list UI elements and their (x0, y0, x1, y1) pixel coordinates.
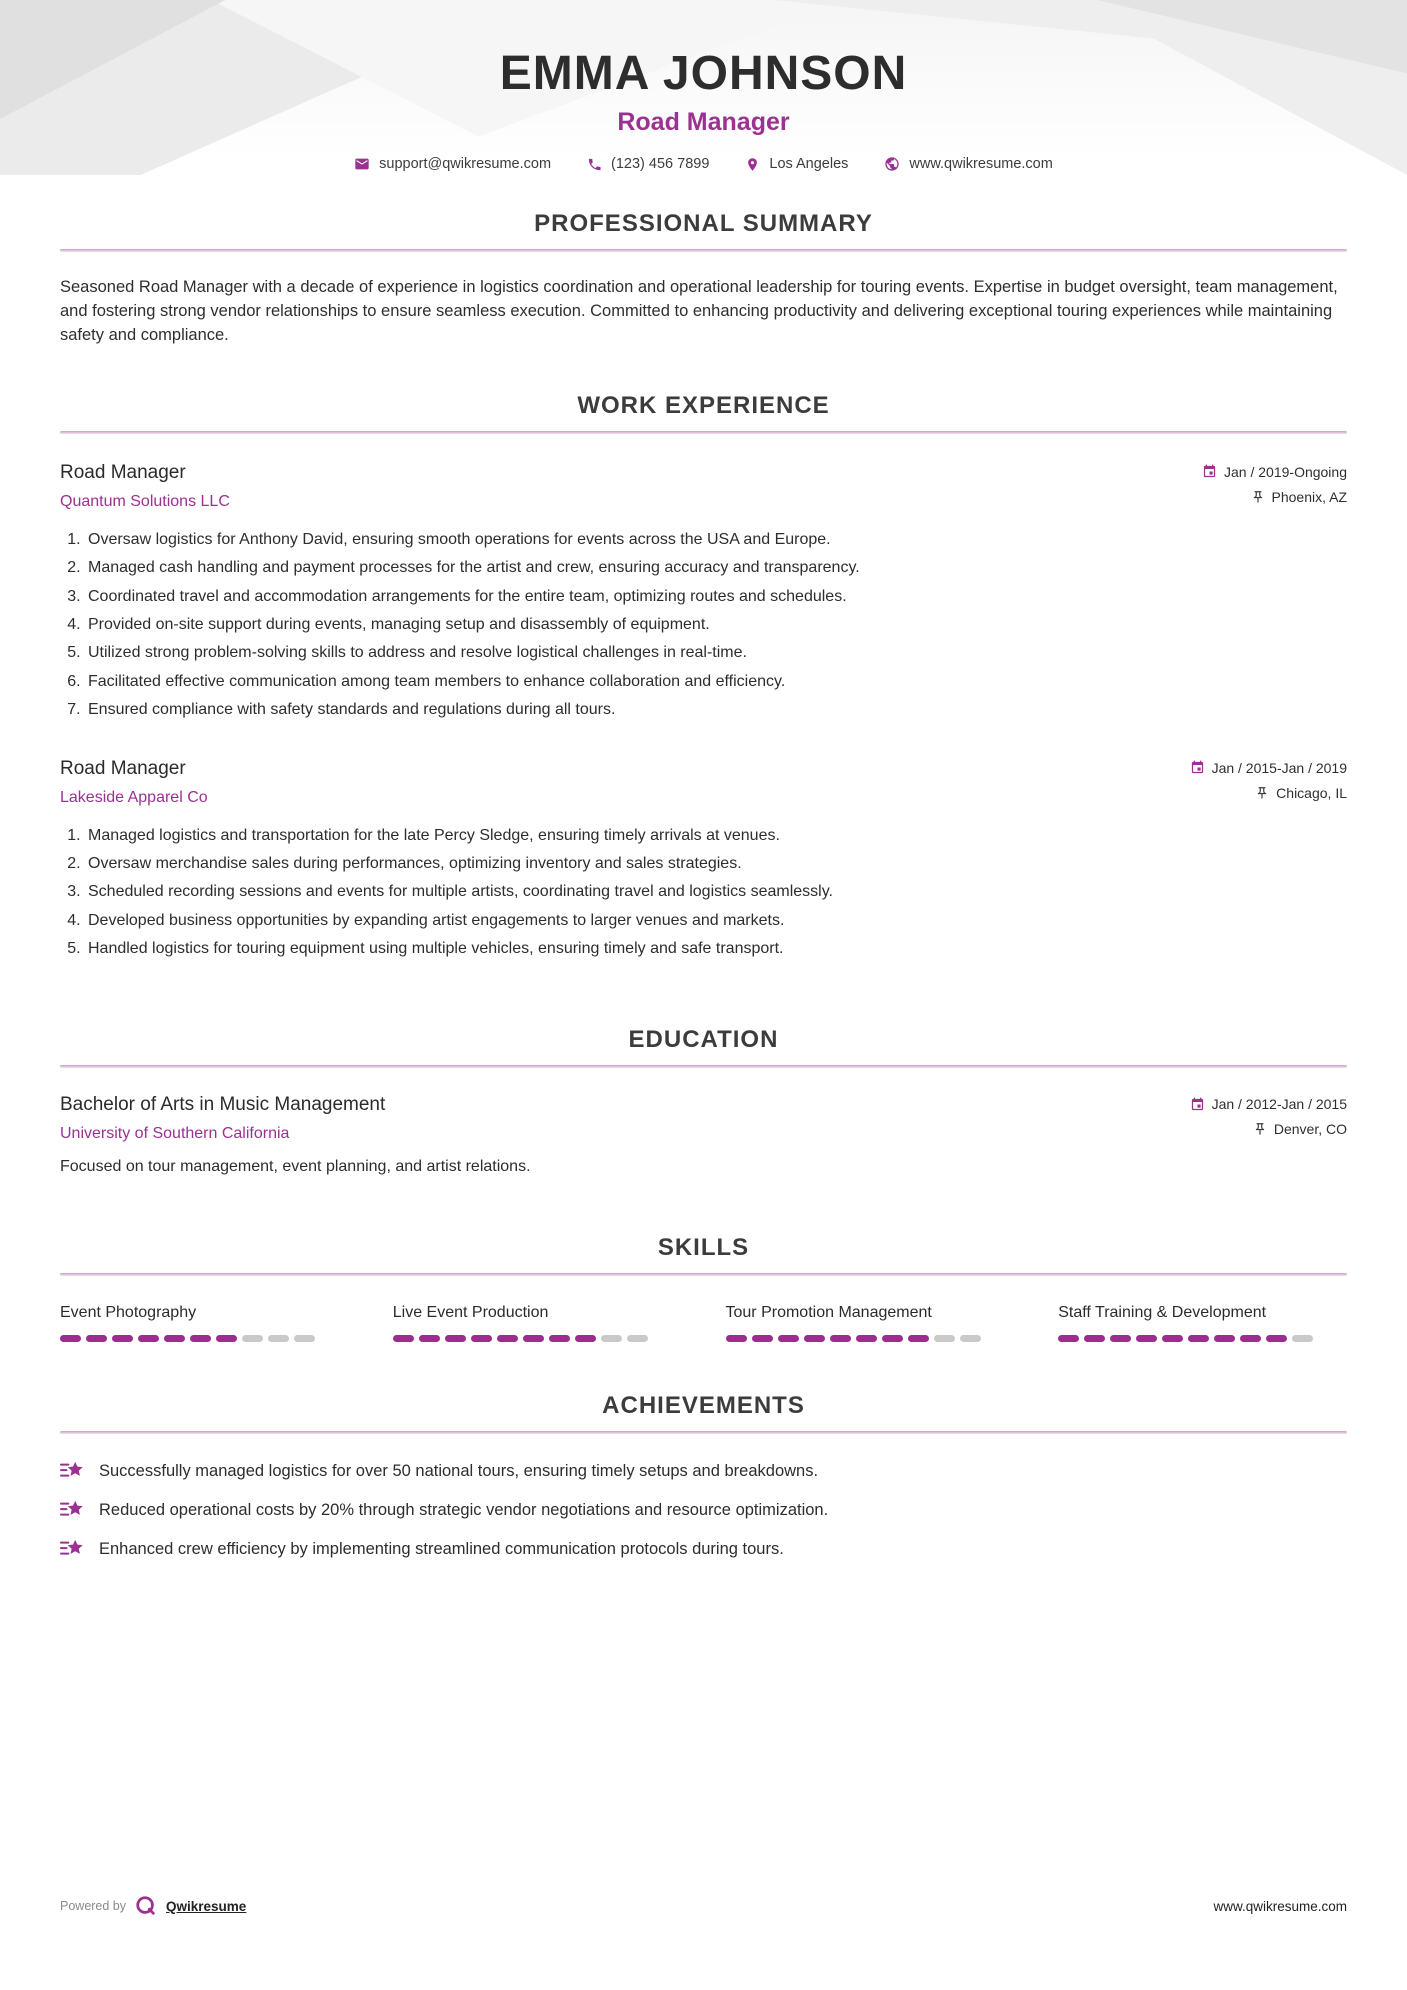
job-location (1255, 785, 1347, 801)
skill-bar-segment (164, 1335, 185, 1342)
achievement-item (60, 1460, 1347, 1482)
education-description: Focused on tour management, event planning, and artist relations. (60, 1158, 531, 1176)
achievement-item (60, 1499, 1347, 1521)
phone-icon (587, 157, 602, 172)
job-title: Road Manager (60, 461, 186, 483)
job-bullet: 7. Ensured compliance with safety standards and regulations during all tours. (85, 699, 1347, 721)
section-education (60, 1026, 1347, 1176)
skill-bar-segment (1266, 1335, 1287, 1342)
skill-bar (393, 1335, 682, 1342)
job-bullet: 3. Coordinated travel and accommodation arrangements for the entire team, optimizing routes and schedules. (85, 586, 1347, 608)
skill-bar-segment (549, 1335, 570, 1342)
skill-bar-segment (882, 1335, 903, 1342)
skill-bar-segment (601, 1335, 622, 1342)
candidate-name: EMMA JOHNSON (499, 47, 908, 100)
job-bullet: 5. Utilized strong problem-solving skills to address and resolve logistical challenges in real-time. (85, 642, 1347, 664)
skill-bar-segment (112, 1335, 133, 1342)
footer (60, 1895, 1347, 1917)
job-location-text: Phoenix, AZ (1271, 488, 1347, 505)
skill-bar (60, 1335, 349, 1342)
skill-bar-segment (86, 1335, 107, 1342)
summary-text: Seasoned Road Manager with a decade of experience in logistics coordination and operational leadership for touring events. Expertise in budget oversight, team management, and fostering strong vendor relationships to ensure seamless execution. Committed to enhancing productivity and delivering exceptional touring experiences while maintaining safety and compliance. (60, 278, 1338, 344)
skill-item (60, 1304, 349, 1342)
qwikresume-logo (135, 1895, 157, 1917)
skill-bar-segment (726, 1335, 747, 1342)
education-location (1253, 1121, 1347, 1137)
skill-bar-segment (1136, 1335, 1157, 1342)
skill-bar-segment (1240, 1335, 1261, 1342)
achievement-item (60, 1538, 1347, 1560)
education-location-text: Denver, CO (1273, 1121, 1347, 1138)
skill-bar-segment (960, 1335, 981, 1342)
job-dates-text: Jan / 2015-Jan / 2019 (1211, 759, 1347, 776)
skill-bar-segment (523, 1335, 544, 1342)
skill-bar-segment (393, 1335, 414, 1342)
skill-bar-segment (1188, 1335, 1209, 1342)
section-achievements (60, 1392, 1347, 1560)
contact-row (0, 156, 1407, 172)
section-heading-achievements: ACHIEVEMENTS (602, 1392, 805, 1420)
contact-location-text: Los Angeles (769, 156, 849, 172)
education-dates-text: Jan / 2012-Jan / 2015 (1211, 1096, 1347, 1113)
section-heading-education: EDUCATION (628, 1026, 779, 1054)
skill-bar-segment (1084, 1335, 1105, 1342)
job-bullet: 1. Oversaw logistics for Anthony David, ensuring smooth operations for events across the USA and Europe. (85, 529, 1347, 551)
contact-email[interactable] (354, 156, 551, 172)
skill-bar-segment (752, 1335, 773, 1342)
skill-bar-segment (856, 1335, 877, 1342)
skill-bar-segment (268, 1335, 289, 1342)
education-school: University of Southern California (60, 1125, 290, 1143)
job-bullet-list (60, 825, 1347, 961)
envelope-icon (354, 156, 370, 172)
job-location (1251, 489, 1348, 505)
section-heading-experience: WORK EXPERIENCE (577, 391, 830, 419)
job-title: Road Manager (60, 757, 186, 779)
section-divider (60, 1065, 1347, 1068)
skill-bar (1058, 1335, 1347, 1342)
skill-bar-segment (190, 1335, 211, 1342)
skill-bar-segment (497, 1335, 518, 1342)
contact-phone-text: (123) 456 7899 (611, 156, 710, 172)
skill-bar-segment (445, 1335, 466, 1342)
job-dates (1202, 464, 1347, 480)
section-divider (60, 249, 1347, 252)
skill-bar (726, 1335, 1015, 1342)
job-bullet: 4. Developed business opportunities by expanding artist engagements to larger venues and markets. (85, 910, 1347, 932)
pushpin-icon (1251, 490, 1265, 504)
skill-item (393, 1304, 682, 1342)
job-company: Lakeside Apparel Co (60, 788, 208, 806)
skill-bar-segment (138, 1335, 159, 1342)
job-bullet: 4. Provided on-site support during events, managing setup and disassembly of equipment. (85, 614, 1347, 636)
skill-bar-segment (934, 1335, 955, 1342)
achievement-text: Successfully managed logistics for over 50 national tours, ensuring timely setups and breakdowns. (99, 1461, 819, 1480)
skill-bar-segment (908, 1335, 929, 1342)
job-bullet: 6. Facilitated effective communication among team members to enhance collaboration and efficiency. (85, 671, 1347, 693)
section-heading-skills: SKILLS (657, 1234, 750, 1262)
job-bullet: 2. Managed cash handling and payment processes for the artist and crew, ensuring accuracy and transparency. (85, 557, 1347, 579)
location-pin-icon (745, 157, 760, 172)
skill-bar-segment (627, 1335, 648, 1342)
job-bullet-list (60, 529, 1347, 722)
achievement-text: Reduced operational costs by 20% through strategic vendor negotiations and resource optimization. (99, 1500, 829, 1519)
job-entry (60, 462, 1347, 722)
skill-bar-segment (419, 1335, 440, 1342)
section-divider (60, 431, 1347, 434)
calendar-icon (1190, 760, 1205, 775)
qwikresume-link[interactable]: Qwikresume (166, 1898, 247, 1914)
section-divider (60, 1431, 1347, 1434)
pushpin-icon (1253, 1122, 1267, 1136)
calendar-icon (1190, 1097, 1205, 1112)
section-divider (60, 1273, 1347, 1276)
skill-label: Staff Training & Development (1058, 1304, 1267, 1322)
skill-bar-segment (778, 1335, 799, 1342)
skill-bar-segment (1292, 1335, 1313, 1342)
job-entry (60, 758, 1347, 961)
skill-bar-segment (294, 1335, 315, 1342)
skill-label: Event Photography (60, 1304, 197, 1322)
award-icon (60, 1538, 84, 1560)
job-location-text: Chicago, IL (1276, 784, 1347, 801)
education-dates (1190, 1096, 1347, 1112)
globe-icon (884, 156, 900, 172)
award-icon (60, 1460, 84, 1482)
skill-item (1058, 1304, 1347, 1342)
section-skills (60, 1234, 1347, 1342)
job-dates (1190, 760, 1347, 776)
skill-label: Tour Promotion Management (725, 1304, 932, 1322)
powered-by-label: Powered by (60, 1899, 127, 1913)
skill-bar-segment (471, 1335, 492, 1342)
education-degree: Bachelor of Arts in Music Management (60, 1094, 386, 1116)
skill-bar-segment (804, 1335, 825, 1342)
skill-bar-segment (1110, 1335, 1131, 1342)
job-dates-text: Jan / 2019-Ongoing (1224, 463, 1347, 480)
skill-item (726, 1304, 1015, 1342)
skill-bar-segment (830, 1335, 851, 1342)
job-bullet: 5. Handled logistics for touring equipment using multiple vehicles, ensuring timely and safe transport. (85, 938, 1347, 960)
skill-label: Live Event Production (392, 1304, 549, 1322)
skill-bar-segment (60, 1335, 81, 1342)
job-bullet: 2. Oversaw merchandise sales during performances, optimizing inventory and sales strategies. (85, 853, 1347, 875)
skill-bar-segment (575, 1335, 596, 1342)
pushpin-icon (1255, 786, 1269, 800)
skill-bar-segment (242, 1335, 263, 1342)
calendar-icon (1202, 464, 1217, 479)
skill-bar-segment (216, 1335, 237, 1342)
achievement-text: Enhanced crew efficiency by implementing streamlined communication protocols during tours. (99, 1539, 784, 1558)
job-company: Quantum Solutions LLC (60, 492, 230, 510)
contact-location (745, 156, 848, 172)
header (0, 0, 1407, 172)
footer-website-link[interactable]: www.qwikresume.com (1213, 1898, 1347, 1914)
section-heading-summary: PROFESSIONAL SUMMARY (534, 210, 873, 237)
skill-bar-segment (1214, 1335, 1235, 1342)
contact-phone (587, 156, 709, 172)
contact-email-text: support@qwikresume.com (379, 156, 552, 172)
candidate-job-title: Road Manager (617, 108, 790, 136)
job-bullet: 1. Managed logistics and transportation for the late Percy Sledge, ensuring timely arrivals at venues. (85, 825, 1347, 847)
section-professional-summary (60, 210, 1347, 348)
job-bullet: 3. Scheduled recording sessions and events for multiple artists, coordinating travel and logistics seamlessly. (85, 881, 1347, 903)
contact-website-text: www.qwikresume.com (909, 156, 1053, 172)
contact-website[interactable] (884, 156, 1052, 172)
section-work-experience (60, 392, 1347, 961)
skill-bar-segment (1162, 1335, 1183, 1342)
skill-bar-segment (1058, 1335, 1079, 1342)
award-icon (60, 1499, 84, 1521)
